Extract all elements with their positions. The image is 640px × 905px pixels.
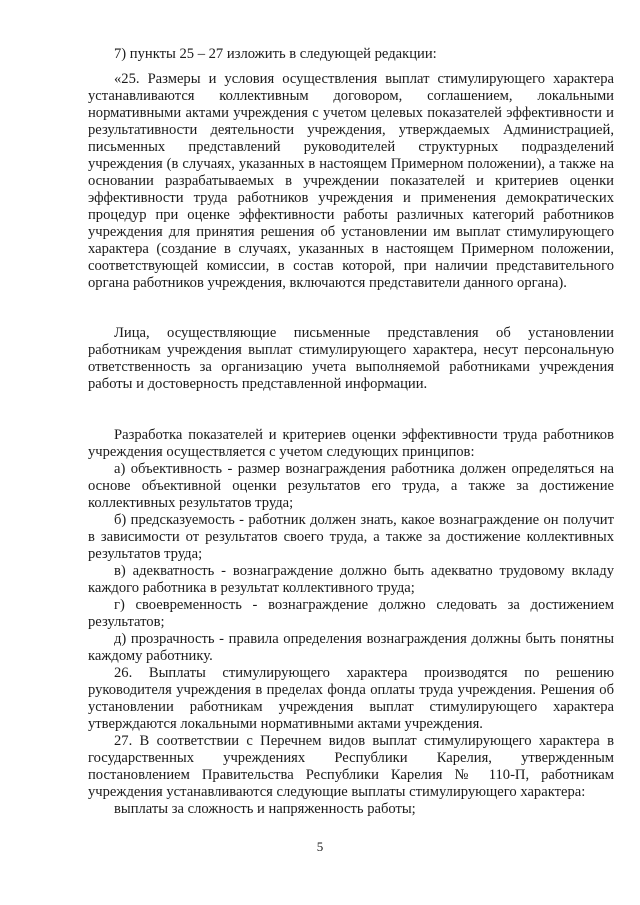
paragraph-point-26: 26. Выплаты стимулирующего характера производятся по решению руководителя учреждения в пределах фонда оплаты труда учреждения. Решения об установлении работникам учреждения выплат стимулирующего характера утверждаются локальными нормативными актами учреждения. bbox=[88, 665, 614, 732]
paragraph-point-27: 27. В соответствии с Перечнем видов выплат стимулирующего характера в государственных учреждениях Республики Карелия, утвержденным постановлением Правительства Республики Карелия № 110-П, работникам учреждения устанавливаются следующие выплаты стимулирующего характера: bbox=[88, 733, 614, 800]
page-number: 5 bbox=[316, 839, 324, 854]
paragraph-principle-c: в) адекватность - вознаграждение должно быть адекватно трудовому вкладу каждого работника в результат коллективного труда; bbox=[88, 563, 614, 596]
paragraph-principle-d: г) своевременность - вознаграждение должно следовать за достижением результатов; bbox=[88, 597, 614, 630]
paragraph-principle-e: д) прозрачность - правила определения вознаграждения должны быть понятны каждому работнику. bbox=[88, 631, 614, 664]
paragraph-principles-intro: Разработка показателей и критериев оценки эффективности труда работников учреждения осуществляется с учетом следующих принципов: bbox=[88, 427, 614, 460]
paragraph-responsible-persons: Лица, осуществляющие письменные представления об установлении работникам учреждения выплат стимулирующего характера, несут персональную ответственность за организацию учета выполняемой работниками учреждения работы и достоверность представленной информации. bbox=[88, 325, 614, 392]
paragraph-payment-item: выплаты за сложность и напряженность работы; bbox=[114, 801, 416, 817]
paragraph-item-7-intro: 7) пункты 25 – 27 изложить в следующей редакции: bbox=[114, 46, 437, 62]
paragraph-point-25: «25. Размеры и условия осуществления выплат стимулирующего характера устанавливаются коллективным договором, соглашением, локальными нормативными актами учреждения с учетом целевых показателей эффективности и результативности деятельности учреждения, утверждаемых Администрацией, письменных представлений руководителей структурных подразделений учреждения (в случаях, указанных в настоящем Примерном положении), а также на основании разрабатываемых в учреждении показателей и критериев оценки эффективности труда работников учреждения и применения демократических процедур при оценке эффективности работы различных категорий работников учреждения для принятия решения об установлении им выплат стимулирующего характера (создание в случаях, указанных в настоящем Примерном положении, соответствующей комиссии, в состав которой, при наличии представительного органа работников учреждения, включаются представители данного органа). bbox=[88, 71, 614, 291]
paragraph-principle-a: а) объективность - размер вознаграждения работника должен определяться на основе объективной оценки результатов его труда, а также за достижение коллективных результатов труда; bbox=[88, 461, 614, 511]
paragraph-principle-b: б) предсказуемость - работник должен знать, какое вознаграждение он получит в зависимости от результатов своего труда, а также за достижение коллективных результатов труда; bbox=[88, 512, 614, 562]
